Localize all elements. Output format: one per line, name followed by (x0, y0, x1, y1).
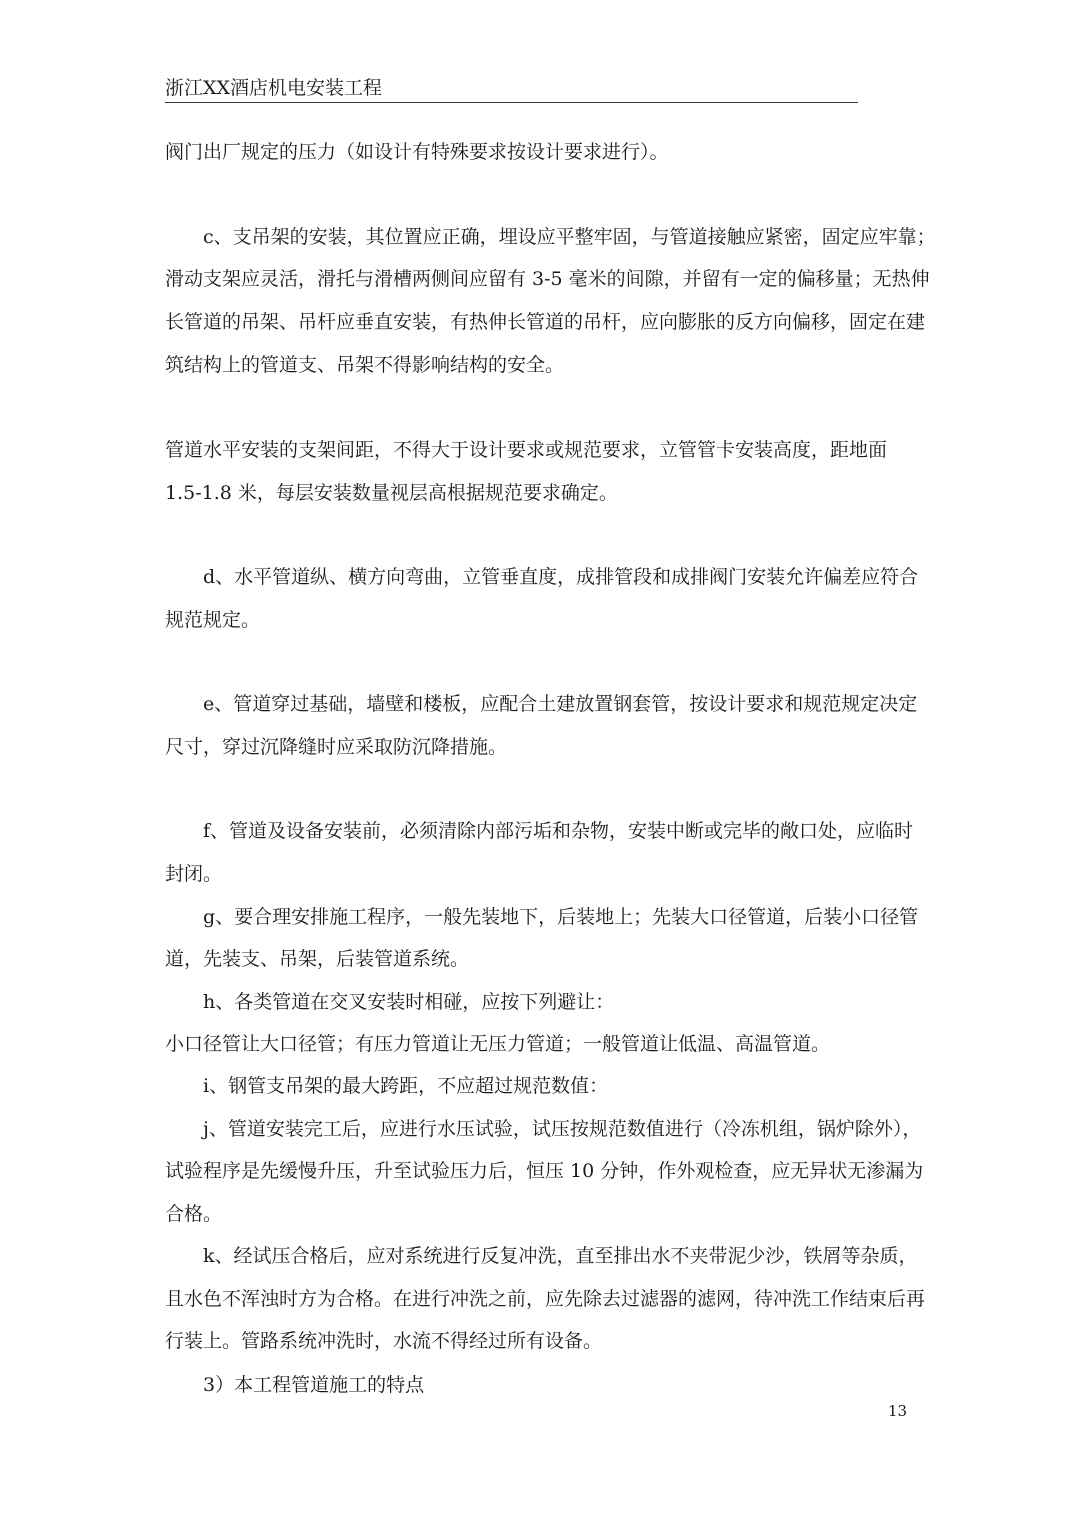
text-line: 1.5-1.8 米，每层安装数量视层高根据规范要求确定。 (165, 482, 618, 504)
text-line: 小口径管让大口径管；有压力管道让无压力管道；一般管道让低温、高温管道。 (165, 1033, 831, 1055)
page-number: 13 (888, 1402, 908, 1420)
text-line: j、管道安装完工后，应进行水压试验，试压按规范数值进行（冷冻机组，锅炉除外）， (203, 1118, 922, 1140)
text-line: i、钢管支吊架的最大跨距，不应超过规范数值： (203, 1075, 609, 1097)
text-line: 筑结构上的管道支、吊架不得影响结构的安全。 (165, 354, 565, 376)
text-line: 道，先装支、吊架，后装管道系统。 (165, 948, 470, 970)
text-line: k、经试压合格后，应对系统进行反复冲洗，直至排出水不夹带泥少沙，铁屑等杂质， (203, 1245, 918, 1267)
text-line: d、水平管道纵、横方向弯曲，立管垂直度，成排管段和成排阀门安装允许偏差应符合 (203, 566, 919, 588)
text-line: 合格。 (165, 1203, 223, 1225)
text-line: 规范规定。 (165, 609, 261, 631)
text-line: 且水色不浑浊时方为合格。在进行冲洗之前，应先除去过滤器的滤网，待冲洗工作结束后再 (165, 1288, 926, 1310)
text-line: e、管道穿过基础，墙壁和楼板，应配合土建放置钢套管，按设计要求和规范规定决定 (203, 693, 918, 715)
text-line: 管道水平安装的支架间距，不得大于设计要求或规范要求，立管管卡安装高度，距地面 (165, 439, 888, 461)
text-line: 试验程序是先缓慢升压，升至试验压力后，恒压 10 分钟，作外观检查，应无异状无渗漏为 (165, 1160, 924, 1182)
text-line: 封闭。 (165, 863, 223, 885)
header-title: 浙江XX酒店机电安装工程 (165, 77, 383, 99)
text-line: h、各类管道在交叉安装时相碰，应按下列避让： (203, 991, 615, 1013)
text-line: 尺寸，穿过沉降缝时应采取防沉降措施。 (165, 736, 508, 758)
text-line: 长管道的吊架、吊杆应垂直安装，有热伸长管道的吊杆，应向膨胀的反方向偏移，固定在建 (165, 311, 926, 333)
text-line: c、支吊架的安装，其位置应正确，埋设应平整牢固，与管道接触应紧密，固定应牢靠； (203, 226, 936, 248)
page-header (165, 76, 858, 103)
text-line: f、管道及设备安装前，必须清除内部污垢和杂物，安装中断或完毕的敞口处，应临时 (203, 820, 914, 842)
text-line: 3）本工程管道施工的特点 (203, 1374, 425, 1396)
text-line: 滑动支架应灵活，滑托与滑槽两侧间应留有 3-5 毫米的间隙，并留有一定的偏移量；无热伸 (165, 268, 930, 290)
text-line: 阀门出厂规定的压力（如设计有特殊要求按设计要求进行）。 (165, 141, 669, 163)
text-line: g、要合理安排施工程序，一般先装地下，后装地上；先装大口径管道，后装小口径管 (203, 906, 919, 928)
text-line: 行装上。管路系统冲洗时，水流不得经过所有设备。 (165, 1330, 603, 1352)
